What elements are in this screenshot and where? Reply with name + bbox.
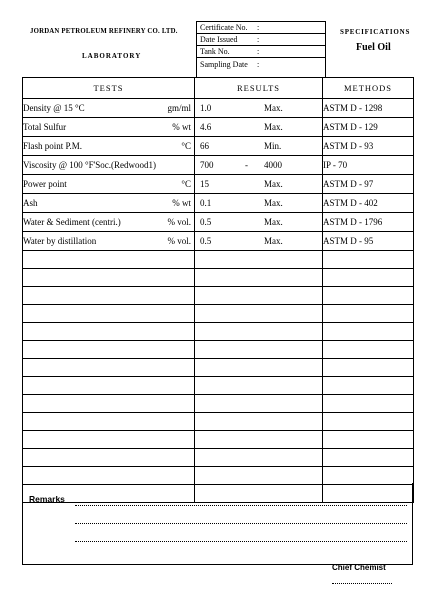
test-unit: % wt xyxy=(172,198,191,208)
result-value: 0.1 xyxy=(200,198,212,208)
blank-table-row xyxy=(23,323,414,341)
remarks-label: Remarks xyxy=(29,494,65,504)
method-cell: ASTM D - 93 xyxy=(323,137,414,156)
methods-header: METHODS xyxy=(323,78,414,99)
blank-cell xyxy=(195,305,323,323)
tank-no-label: Tank No. xyxy=(200,47,230,56)
result-limit: Min. xyxy=(264,141,282,151)
table-row xyxy=(23,213,414,232)
test-name: Viscosity @ 100 °F'Soc.(Redwood1) xyxy=(23,160,156,170)
result-cell xyxy=(195,213,323,232)
test-name: Ash xyxy=(23,198,38,208)
blank-cell xyxy=(323,377,414,395)
blank-cell xyxy=(323,413,414,431)
blank-table-row xyxy=(23,431,414,449)
table-row xyxy=(23,156,414,175)
date-issued-colon: : xyxy=(257,35,260,44)
result-limit: Max. xyxy=(264,179,283,189)
tank-no-colon: : xyxy=(257,47,260,56)
blank-cell xyxy=(195,323,323,341)
blank-table-row xyxy=(23,467,414,485)
blank-cell xyxy=(195,449,323,467)
method-cell: ASTM D - 129 xyxy=(323,118,414,137)
result-cell xyxy=(195,194,323,213)
laboratory-label: LABORATORY xyxy=(82,52,142,60)
test-cell xyxy=(23,194,195,213)
result-value: 700 xyxy=(200,160,214,170)
test-unit: % wt xyxy=(172,122,191,132)
test-unit: gm/ml xyxy=(167,103,191,113)
blank-cell xyxy=(195,377,323,395)
blank-cell xyxy=(323,251,414,269)
specifications-table xyxy=(22,77,414,503)
test-cell xyxy=(23,156,195,175)
sampling-date-colon: : xyxy=(257,60,260,69)
result-limit: Max. xyxy=(264,236,283,246)
blank-cell xyxy=(323,467,414,485)
blank-cell xyxy=(23,323,195,341)
table-header-row xyxy=(23,78,414,99)
blank-cell xyxy=(195,251,323,269)
result-value: 4.6 xyxy=(200,122,212,132)
date-issued-row xyxy=(197,34,325,46)
blank-cell xyxy=(323,359,414,377)
specifications-label: SPECIFICATIONS xyxy=(340,28,411,36)
blank-cell xyxy=(23,431,195,449)
company-name: JORDAN PETROLEUM REFINERY CO. LTD. xyxy=(30,28,178,35)
blank-cell xyxy=(323,269,414,287)
result-limit: Max. xyxy=(264,122,283,132)
blank-table-row xyxy=(23,269,414,287)
blank-cell xyxy=(23,287,195,305)
method-cell: IP - 70 xyxy=(323,156,414,175)
result-limit: Max. xyxy=(264,217,283,227)
result-limit: Max. xyxy=(264,103,283,113)
chief-chemist-signature-line xyxy=(332,583,392,584)
blank-cell xyxy=(323,431,414,449)
remarks-line xyxy=(75,505,407,506)
blank-table-row xyxy=(23,395,414,413)
blank-cell xyxy=(23,467,195,485)
test-name: Total Sulfur xyxy=(23,122,67,132)
test-cell xyxy=(23,137,195,156)
method-cell: ASTM D - 402 xyxy=(323,194,414,213)
method-cell: ASTM D - 95 xyxy=(323,232,414,251)
test-cell xyxy=(23,175,195,194)
blank-cell xyxy=(195,431,323,449)
blank-table-row xyxy=(23,413,414,431)
blank-cell xyxy=(323,395,414,413)
test-cell xyxy=(23,232,195,251)
chief-chemist-label: Chief Chemist xyxy=(332,563,386,572)
test-unit: % vol. xyxy=(167,236,191,246)
result-value: 15 xyxy=(200,179,209,189)
test-name: Flash point P.M. xyxy=(23,141,83,151)
blank-cell xyxy=(195,467,323,485)
blank-cell xyxy=(23,449,195,467)
blank-cell xyxy=(195,395,323,413)
tank-no-row xyxy=(197,46,325,58)
product-name: Fuel Oil xyxy=(356,42,391,53)
result-cell xyxy=(195,137,323,156)
sampling-date-label: Sampling Date xyxy=(200,60,248,69)
blank-table-row xyxy=(23,377,414,395)
table-row xyxy=(23,232,414,251)
blank-cell xyxy=(323,449,414,467)
blank-table-row xyxy=(23,359,414,377)
blank-cell xyxy=(23,341,195,359)
blank-cell xyxy=(195,359,323,377)
blank-cell xyxy=(23,269,195,287)
certificate-no-colon: : xyxy=(257,23,260,32)
test-name: Power point xyxy=(23,179,67,189)
certificate-no-row xyxy=(197,22,325,34)
blank-cell xyxy=(323,341,414,359)
sampling-date-row xyxy=(197,58,325,77)
blank-cell xyxy=(323,305,414,323)
test-cell xyxy=(23,213,195,232)
test-cell xyxy=(23,118,195,137)
test-unit: % vol. xyxy=(167,217,191,227)
result-cell xyxy=(195,232,323,251)
result-value: 1.0 xyxy=(200,103,212,113)
test-cell xyxy=(23,99,195,118)
result-cell xyxy=(195,156,323,175)
table-row xyxy=(23,118,414,137)
test-unit: °C xyxy=(181,141,191,151)
test-name: Density @ 15 °C xyxy=(23,103,85,113)
certificate-no-label: Certificate No. xyxy=(200,23,248,32)
results-header: RESULTS xyxy=(195,78,323,99)
blank-table-row xyxy=(23,341,414,359)
blank-cell xyxy=(23,395,195,413)
blank-cell xyxy=(323,323,414,341)
result-value: 66 xyxy=(200,141,209,151)
test-name: Water & Sediment (centri.) xyxy=(23,217,121,227)
blank-cell xyxy=(23,377,195,395)
result-separator: - xyxy=(245,160,248,170)
method-cell: ASTM D - 1298 xyxy=(323,99,414,118)
blank-cell xyxy=(23,413,195,431)
result-value: 0.5 xyxy=(200,236,212,246)
table-row xyxy=(23,175,414,194)
blank-cell xyxy=(195,341,323,359)
result-cell xyxy=(195,175,323,194)
blank-cell xyxy=(23,251,195,269)
table-row xyxy=(23,99,414,118)
result-value: 0.5 xyxy=(200,217,212,227)
blank-cell xyxy=(195,269,323,287)
blank-table-row xyxy=(23,305,414,323)
method-cell: ASTM D - 1796 xyxy=(323,213,414,232)
certificate-info-box xyxy=(196,21,326,78)
date-issued-label: Date Issued xyxy=(200,35,238,44)
tests-header: TESTS xyxy=(23,78,195,99)
test-unit: °C xyxy=(181,179,191,189)
table-row xyxy=(23,137,414,156)
blank-cell xyxy=(195,413,323,431)
result-cell xyxy=(195,118,323,137)
test-name: Water by distillation xyxy=(23,236,97,246)
blank-table-row xyxy=(23,449,414,467)
method-cell: ASTM D - 97 xyxy=(323,175,414,194)
result-limit: Max. xyxy=(264,198,283,208)
remarks-line xyxy=(75,541,407,542)
remarks-box xyxy=(22,483,413,565)
remarks-line xyxy=(75,523,407,524)
blank-cell xyxy=(323,287,414,305)
blank-table-row xyxy=(23,287,414,305)
blank-table-row xyxy=(23,251,414,269)
table-row xyxy=(23,194,414,213)
blank-cell xyxy=(23,359,195,377)
blank-cell xyxy=(23,305,195,323)
blank-cell xyxy=(195,287,323,305)
result-limit: 4000 xyxy=(264,160,282,170)
result-cell xyxy=(195,99,323,118)
